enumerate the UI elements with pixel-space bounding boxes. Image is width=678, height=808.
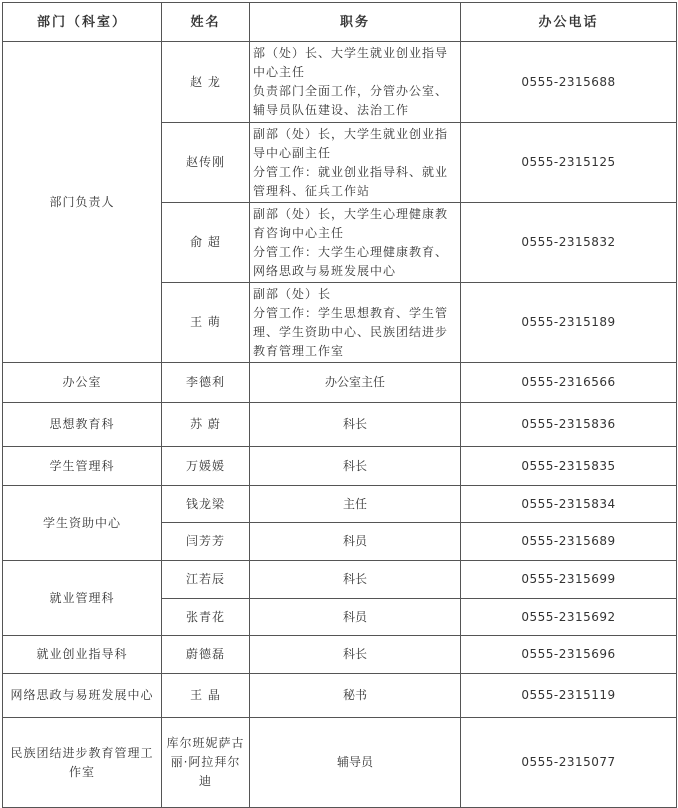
position-cell: 办公室主任 — [250, 363, 461, 403]
name-cell: 蔚德磊 — [162, 636, 250, 674]
department-cell: 部门负责人 — [3, 42, 162, 363]
name-cell: 闫芳芳 — [162, 523, 250, 561]
position-text: 副部（处）长 分管工作：学生思想教育、学生管理、学生资助中心、民族团结进步教育管理工作室 — [253, 286, 449, 358]
name-cell: 俞 超 — [162, 203, 250, 283]
table-row — [3, 718, 677, 808]
header-phone: 办公电话 — [461, 3, 677, 42]
table-row — [3, 486, 677, 523]
position-text: 部（处）长、大学生就业创业指导中心主任 负责部门全面工作，分管办公室、辅导员队伍建设、法治工作 — [253, 46, 449, 117]
phone-cell: 0555-2315692 — [461, 599, 677, 636]
table-row — [3, 447, 677, 486]
department-cell: 网络思政与易班发展中心 — [3, 674, 162, 718]
table-row — [3, 636, 677, 674]
department-cell: 学生管理科 — [3, 447, 162, 486]
table-row — [3, 561, 677, 599]
department-cell: 思想教育科 — [3, 403, 162, 447]
position-cell: 科员 — [250, 599, 461, 636]
name-cell: 王 晶 — [162, 674, 250, 718]
position-cell — [250, 203, 461, 283]
name-cell: 王 萌 — [162, 283, 250, 363]
position-cell — [250, 42, 461, 123]
position-cell: 辅导员 — [250, 718, 461, 808]
table-row — [3, 42, 677, 123]
position-cell: 主任 — [250, 486, 461, 523]
phone-cell: 0555-2315832 — [461, 203, 677, 283]
department-cell: 就业创业指导科 — [3, 636, 162, 674]
position-cell: 科长 — [250, 561, 461, 599]
staff-contact-table — [2, 2, 677, 808]
header-position: 职务 — [250, 3, 461, 42]
phone-cell: 0555-2315689 — [461, 523, 677, 561]
position-cell: 科员 — [250, 523, 461, 561]
header-name: 姓名 — [162, 3, 250, 42]
phone-cell: 0555-2315834 — [461, 486, 677, 523]
name-cell: 钱龙梁 — [162, 486, 250, 523]
position-text: 副部（处）长，大学生就业创业指导中心副主任 分管工作：就业创业指导科、就业管理科、征兵工作站 — [253, 126, 449, 198]
name-cell: 赵 龙 — [162, 42, 250, 123]
name-cell: 江若辰 — [162, 561, 250, 599]
header-department: 部门（科室） — [3, 3, 162, 42]
phone-cell: 0555-2315836 — [461, 403, 677, 447]
phone-cell: 0555-2315189 — [461, 283, 677, 363]
name-cell: 库尔班妮萨古丽·阿拉拜尔迪 — [162, 718, 250, 808]
position-cell: 科长 — [250, 447, 461, 486]
position-cell — [250, 123, 461, 203]
name-cell: 苏 蔚 — [162, 403, 250, 447]
table-row — [3, 403, 677, 447]
name-cell: 张青花 — [162, 599, 250, 636]
table-header-row — [3, 3, 677, 42]
department-cell: 办公室 — [3, 363, 162, 403]
position-cell: 科长 — [250, 636, 461, 674]
phone-cell: 0555-2315119 — [461, 674, 677, 718]
phone-cell: 0555-2315699 — [461, 561, 677, 599]
name-cell: 赵传刚 — [162, 123, 250, 203]
phone-cell: 0555-2315696 — [461, 636, 677, 674]
name-cell: 李德利 — [162, 363, 250, 403]
name-cell: 万媛媛 — [162, 447, 250, 486]
table-row — [3, 674, 677, 718]
position-cell — [250, 283, 461, 363]
phone-cell: 0555-2315688 — [461, 42, 677, 123]
position-cell: 科长 — [250, 403, 461, 447]
department-cell: 民族团结进步教育管理工作室 — [3, 718, 162, 808]
position-text: 副部（处）长，大学生心理健康教育咨询中心主任 分管工作：大学生心理健康教育、网络思政与易班发展中心 — [253, 206, 449, 278]
phone-cell: 0555-2315125 — [461, 123, 677, 203]
position-cell: 秘书 — [250, 674, 461, 718]
phone-cell: 0555-2316566 — [461, 363, 677, 403]
department-cell: 就业管理科 — [3, 561, 162, 636]
department-cell: 学生资助中心 — [3, 486, 162, 561]
phone-cell: 0555-2315835 — [461, 447, 677, 486]
table-row — [3, 363, 677, 403]
phone-cell: 0555-2315077 — [461, 718, 677, 808]
